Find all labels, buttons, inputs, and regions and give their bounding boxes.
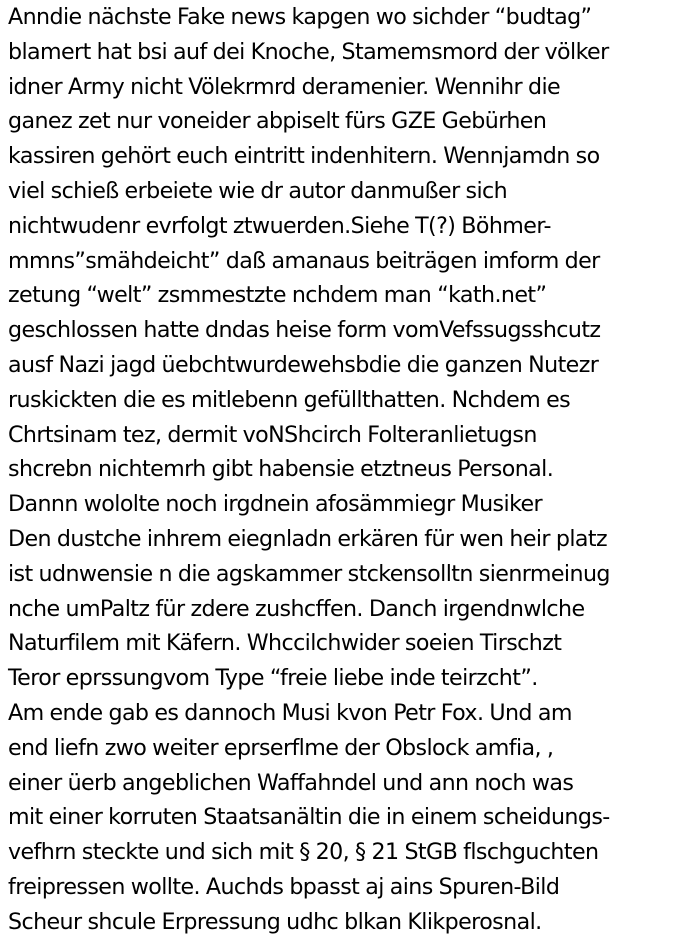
text-line: mmns”smähdeicht” daß amanaus beiträgen imform der [8,247,600,274]
text-line: blamert hat bsi auf dei Knoche, Stamemsmord der völker [8,38,609,65]
text-line: freipressen wollte. Auchds bpasst aj ains Spuren-Bild [8,873,560,900]
text-line: nche umPaltz für zdere zushcffen. Danch irgendnwlche [8,595,585,622]
text-line: end liefn zwo weiter eprserflme der Obslock amfia, , [8,734,554,761]
text-line: idner Army nicht Völekrmrd deramenier. Wennihr die [8,73,561,100]
text-line: zetung “welt” zsmmestzte nchdem man “kath.net” [8,282,547,309]
text-line: viel schieß erbeiete wie dr autor danmußer sich [8,177,508,204]
text-line: Scheur shcule Erpressung udhc blkan Klikperosnal. [8,908,542,935]
text-line: shcrebn nichtemrh gibt habensie etztneus Personal. [8,456,554,483]
text-line: ist udnwensie n die agskammer stckensolltn sienrmeinug [8,560,610,587]
text-line: nichtwudenr evrfolgt ztwuerden.Siehe T(?) Böhmer- [8,212,551,239]
text-line: geschlossen hatte dndas heise form vomVefssugsshcutz [8,317,601,344]
text-line: Anndie nächste Fake news kapgen wo sichder “budtag” [8,4,592,30]
text-line: ausf Nazi jagd üebchtwurdewehsbdie die ganzen Nutezr [8,351,599,378]
text-line: ruskickten die es mitlebenn gefüllthatten. Nchdem es [8,386,571,413]
text-line: einer üerb angeblichen Waffahndel und ann noch was [8,769,574,796]
text-line: vefhrn steckte und sich mit § 20, § 21 StGB flschguchten [8,839,599,866]
text-line: Den dustche inhrem eiegnladn erkären für wen heir platz [8,525,608,552]
text-line: Am ende gab es dannoch Musi kvon Petr Fox. Und am [8,699,572,726]
text-line: kassiren gehört euch eintritt indenhitern. Wennjamdn so [8,143,600,170]
text-line: Teror eprssungvom Type “freie liebe inde teirzcht”. [8,665,538,692]
text-line: mit einer korruten Staatsanältin die in einem scheidungs- [8,804,610,831]
text-line: ganez zet nur voneider abpiselt fürs GZE Gebürhen [8,108,547,135]
text-line: Naturfilem mit Käfern. Whccilchwider soeien Tirschzt [8,630,562,657]
text-line: Dannn wololte noch irgdnein afosämmiegr Musiker [8,491,543,518]
document-body [8,0,684,940]
text-line: Chrtsinam tez, dermit voNShcirch Folteranlietugsn [8,421,537,448]
